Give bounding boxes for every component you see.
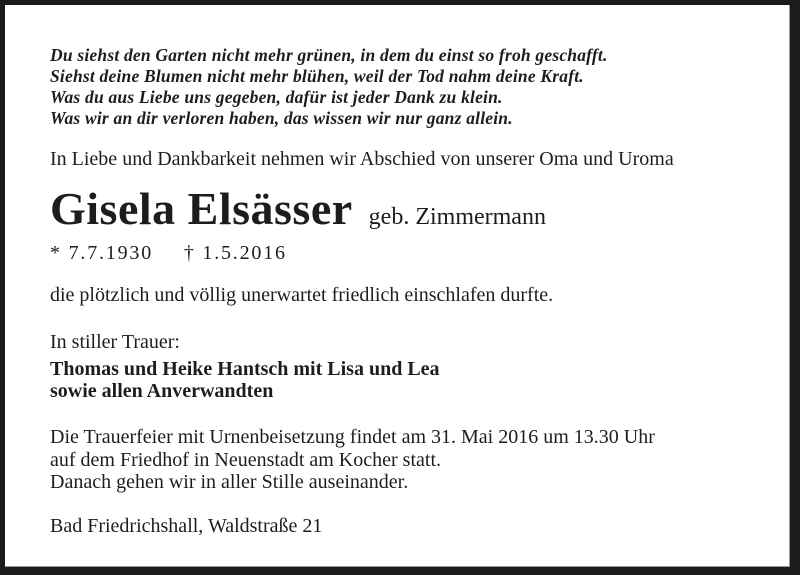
ceremony-line: Die Trauerfeier mit Urnenbeisetzung findet am 31. Mai 2016 um 13.30 Uhr [50, 426, 655, 448]
obituary-content [5, 5, 789, 538]
poem-line: Was du aus Liebe uns gegeben, dafür ist jeder Dank zu klein. [50, 87, 503, 107]
obituary-page [5, 5, 790, 567]
deceased-name: Gisela Elsässer [50, 183, 353, 234]
mourner-line: sowie allen Anverwandten [50, 380, 274, 402]
ceremony-line: Danach gehen wir in aller Stille auseinander. [50, 471, 409, 493]
poem-line: Du siehst den Garten nicht mehr grünen, in dem du einst so froh geschafft. [50, 45, 608, 65]
mourner-line: Thomas und Heike Hantsch mit Lisa und Lea [50, 358, 440, 380]
intro-text: In Liebe und Dankbarkeit nehmen wir Abschied von unserer Oma und Uroma [50, 148, 674, 170]
maiden-name: geb. Zimmermann [368, 204, 546, 230]
life-dates [50, 242, 751, 265]
address-line: Bad Friedrichshall, Waldstraße 21 [50, 514, 323, 537]
ceremony-line: auf dem Friedhof in Neuenstadt am Kocher statt. [50, 448, 441, 471]
memorial-poem [50, 45, 751, 129]
death-note: die plötzlich und völlig unerwartet friedlich einschlafen durfte. [50, 284, 554, 306]
mourners-list [50, 358, 751, 402]
ceremony-info [50, 426, 751, 494]
death-date: † 1.5.2016 [183, 242, 287, 264]
birth-date: * 7.7.1930 [50, 242, 153, 264]
name-row [50, 183, 751, 235]
mourning-label: In stiller Trauer: [50, 331, 180, 353]
poem-line: Siehst deine Blumen nicht mehr blühen, weil der Tod nahm deine Kraft. [50, 66, 584, 86]
poem-line: Was wir an dir verloren haben, das wissen wir nur ganz allein. [50, 108, 513, 128]
